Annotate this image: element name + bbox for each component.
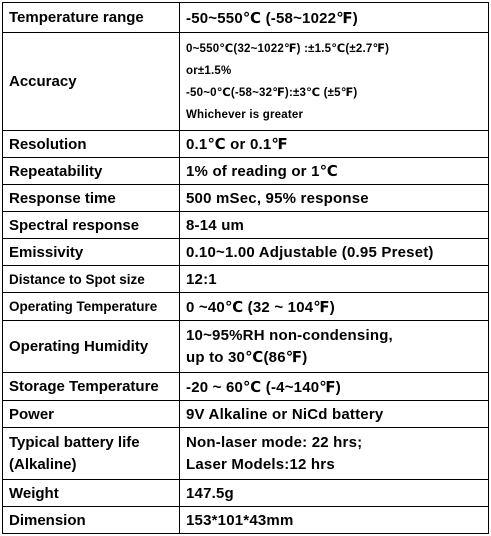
table-row (3, 293, 489, 321)
spec-label-emissivity: Emissivity (3, 239, 180, 266)
spec-label-operating-humidity: Operating Humidity (3, 321, 180, 373)
spec-label-weight: Weight (3, 480, 180, 507)
table-row (3, 239, 489, 266)
spec-label-resolution: Resolution (3, 131, 180, 158)
spec-value-resolution: 0.1℃ or 0.1℉ (180, 131, 489, 158)
table-row (3, 507, 489, 534)
battery-line-1: Non-laser mode: 22 hrs; (186, 433, 363, 451)
spec-value-emissivity: 0.10~1.00 Adjustable (0.95 Preset) (180, 239, 489, 266)
specifications-table (2, 2, 489, 534)
spec-label-power: Power (3, 401, 180, 428)
spec-value-accuracy (180, 33, 489, 131)
battery-label-line-2: (Alkaline) (9, 455, 77, 473)
spec-value-power: 9V Alkaline or NiCd battery (180, 401, 489, 428)
table-row (3, 321, 489, 373)
table-row (3, 266, 489, 293)
spec-value-operating-humidity (180, 321, 489, 373)
spec-label-temperature-range: Temperature range (3, 3, 180, 33)
accuracy-line-2: or±1.5% (186, 64, 232, 77)
spec-value-storage-temperature: -20 ~ 60℃ (-4~140℉) (180, 373, 489, 401)
spec-value-typical-battery-life (180, 428, 489, 480)
spec-value-operating-temperature: 0 ~40℃ (32 ~ 104℉) (180, 293, 489, 321)
battery-line-2: Laser Models:12 hrs (186, 455, 335, 473)
spec-label-operating-temperature: Operating Temperature (3, 293, 180, 321)
spec-label-accuracy: Accuracy (3, 33, 180, 131)
spec-label-spectral-response: Spectral response (3, 212, 180, 239)
humidity-line-1: 10~95%RH non-condensing, (186, 326, 393, 344)
spec-label-dimension: Dimension (3, 507, 180, 534)
battery-label-line-1: Typical battery life (9, 433, 140, 451)
table-row (3, 3, 489, 33)
table-row (3, 373, 489, 401)
spec-label-typical-battery-life (3, 428, 180, 480)
accuracy-line-1: 0~550℃(32~1022℉) :±1.5℃(±2.7℉) (186, 42, 390, 55)
table-row (3, 158, 489, 185)
spec-label-response-time: Response time (3, 185, 180, 212)
table-row (3, 212, 489, 239)
spec-label-distance-to-spot-size: Distance to Spot size (3, 266, 180, 293)
accuracy-line-3: -50~0℃(-58~32℉):±3℃ (±5℉) (186, 86, 358, 99)
table-row (3, 401, 489, 428)
table-row (3, 33, 489, 131)
spec-value-weight: 147.5g (180, 480, 489, 507)
table-row (3, 428, 489, 480)
spec-value-repeatability: 1% of reading or 1℃ (180, 158, 489, 185)
table-row (3, 185, 489, 212)
spec-value-temperature-range: -50~550℃ (-58~1022℉) (180, 3, 489, 33)
table-row (3, 131, 489, 158)
spec-value-spectral-response: 8-14 um (180, 212, 489, 239)
spec-label-repeatability: Repeatability (3, 158, 180, 185)
spec-value-distance-to-spot-size: 12:1 (180, 266, 489, 293)
accuracy-line-4: Whichever is greater (186, 108, 304, 121)
table-row (3, 480, 489, 507)
spec-value-response-time: 500 mSec, 95% response (180, 185, 489, 212)
spec-value-dimension: 153*101*43mm (180, 507, 489, 534)
humidity-line-2: up to 30℃(86℉) (186, 348, 308, 366)
spec-label-storage-temperature: Storage Temperature (3, 373, 180, 401)
